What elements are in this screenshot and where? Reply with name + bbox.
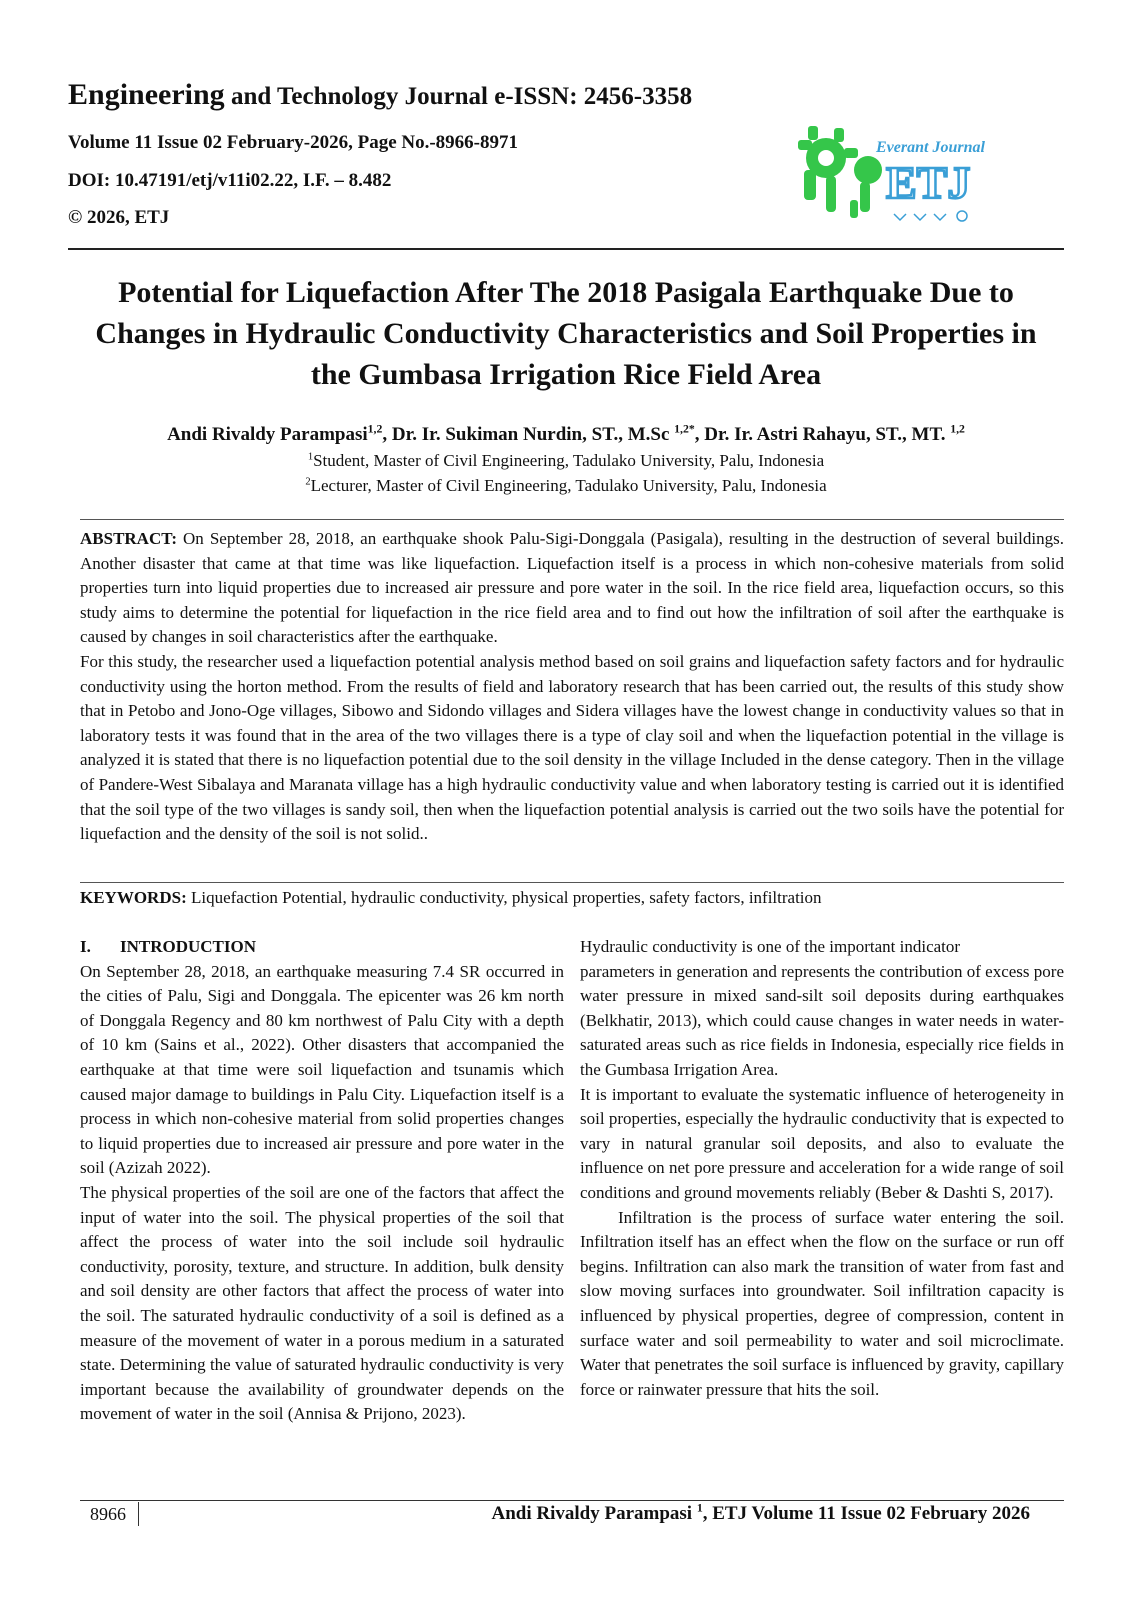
journal-name-rest: and Technology Journal e-ISSN: 2456-3358 (224, 83, 693, 110)
affiliation-text: Student, Master of Civil Engineering, Tadulako University, Palu, Indonesia (313, 451, 825, 470)
author-affil-sup: 1,2 (950, 422, 965, 436)
body-column-left (80, 935, 564, 1427)
body-paragraph: The physical properties of the soil are one of the factors that affect the input of water into the soil. The physical properties of the soil that affect the process of water into the soil include soil hydraulic conductivity, porosity, texture, and structure. In addition, bulk density and soil density are other factors that affect the process of water into the soil. The saturated hydraulic conductivity of a soil is defined as a measure of the movement of water in a porous medium in a saturated state. Determining the value of saturated hydraulic conductivity is very important because the availability of groundwater depends on the movement of water in the soil (Annisa & Prijono, 2023). (80, 1182, 564, 1424)
abstract-top-rule (80, 519, 1064, 520)
author-name: , Dr. Ir. Sukiman Nurdin, ST., M.Sc (382, 424, 675, 445)
author-list (68, 424, 1064, 446)
title-line: the Gumbasa Irrigation Rice Field Area (310, 358, 822, 391)
body-column-right (580, 935, 1064, 1402)
footer-author-sup: 1 (696, 1501, 703, 1515)
affiliation-2 (68, 476, 1064, 496)
affiliation-sup: 2 (305, 476, 311, 488)
journal-name (68, 78, 692, 112)
keywords-text: Liquefaction Potential, hydraulic conductivity, physical properties, safety factors, infiltration (186, 888, 822, 907)
copyright-line: © 2026, ETJ (68, 207, 170, 228)
abstract (80, 527, 1064, 847)
author-name: , Dr. Ir. Astri Rahayu, ST., MT. (694, 424, 951, 445)
abstract-label: ABSTRACT: (80, 529, 177, 548)
paper-title (68, 272, 1064, 395)
affiliation-text: Lecturer, Master of Civil Engineering, Tadulako University, Palu, Indonesia (310, 476, 827, 495)
section-number: I. (80, 937, 91, 956)
footer-rule (80, 1500, 1064, 1501)
keywords-label: KEYWORDS: (80, 888, 187, 907)
doi-line: DOI: 10.47191/etj/v11i02.22, I.F. – 8.482 (68, 170, 392, 191)
section-heading (80, 935, 564, 960)
affiliation-sup: 1 (307, 451, 314, 463)
author-name: Andi Rivaldy Parampasi (167, 424, 368, 445)
body-paragraph: On September 28, 2018, an earthquake measuring 7.4 SR occurred in the cities of Palu, Sigi and Donggala. The epicenter was 26 km north of Donggala Regency and 80 km northwest of Palu City with a depth of 10 km (Sains et al., 2022). Other disasters that accompanied the earthquake at that time were soil liquefaction and tsunamis which caused major damage to buildings in Palu City. Liquefaction itself is a process in which non-cohesive material from solid properties changes to liquid properties due to increased air pressure and pore water in the soil (Azizah 2022). (80, 961, 564, 1178)
author-affil-sup: 1,2* (674, 422, 695, 436)
body-paragraph: Infiltration is the process of surface water entering the soil. Infiltration itself has an effect when the flow on the surface or run off begins. Infiltration can also mark the transition of water from fast and slow moving surfaces into groundwater. Soil infiltration capacity is influenced by physical properties, degree of compression, content in surface water and soil permeability to water and soil microclimate. Water that penetrates the soil surface is influenced by gravity, capillary force or rainwater pressure that hits the soil. (580, 1207, 1064, 1399)
body-paragraph: parameters in generation and represents the contribution of excess pore water pressure in mixed sand-silt soil deposits during earthquakes (Belkhatir, 2013), which could cause changes in water needs in water-saturated areas such as rice fields in Indonesia, especially rice fields in the Gumbasa Irrigation Area. (580, 961, 1064, 1079)
journal-name-first-word: Engineering (68, 78, 225, 111)
header-divider (68, 248, 1064, 250)
abstract-paragraph (80, 527, 1064, 650)
abstract-paragraph: For this study, the researcher used a liquefaction potential analysis method based on soil grains and liquefaction safety factors and for hydraulic conductivity using the horton method. From the results of field and laboratory research that has been carried out, the results of this study show that in Petobo and Jono-Oge villages, Sibowo and Sidondo villages and Sidera villages have the lowest change in conductivity values so that in laboratory tests it was found that in the area of the two villages there is a type of clay soil and when the liquefaction potential in the village is analyzed it is stated that there is no liquefaction potential due to the soil density in the village Included in the dense category. Then in the village of Pandere-West Sibalaya and Maranata village has a high hydraulic conductivity value and when laboratory testing is carried out it is identified that the soil type of the two villages is sandy soil, then when the liquefaction potential analysis is carried out the two soils have the potential for liquefaction and the density of the soil is not solid.. (80, 651, 1064, 844)
logo-text-main: ETJ (886, 157, 971, 208)
footer-author: Andi Rivaldy Parampasi (491, 1503, 697, 1524)
etj-logo (790, 118, 1000, 228)
body-paragraph: Hydraulic conductivity is one of the important indicator (580, 937, 961, 956)
footer-separator (138, 1502, 139, 1526)
title-line: Potential for Liquefaction After The 2018 Pasigala Earthquake Due to (118, 276, 1014, 309)
keywords (80, 888, 1064, 908)
abstract-bottom-rule (80, 882, 1064, 883)
body-paragraph: It is important to evaluate the systematic influence of heterogeneity in soil properties, especially the hydraulic conductivity that is expected to vary in natural granular soil deposits, and also to evaluate the influence on net pore pressure and acceleration for a wide range of soil conditions and ground movements reliably (Beber & Dashti S, 2017). (580, 1084, 1064, 1202)
page-number: 8966 (90, 1504, 126, 1524)
logo-text-top: Everant Journal (876, 139, 985, 156)
title-line: Changes in Hydraulic Conductivity Characteristics and Soil Properties in (95, 317, 1037, 350)
abstract-text: On September 28, 2018, an earthquake shook Palu-Sigi-Donggala (Pasigala), resulting in the destruction of several buildings. Another disaster that came at that time was like liquefaction. Liquefaction itself is a process in which non-cohesive materials from solid properties turn into liquid properties due to increased air pressure and pore water in the soil. In the rice field area, liquefaction occurs, so this study aims to determine the potential for liquefaction in the rice field area and to find out how the infiltration of soil after the earthquake is caused by changes in soil characteristics after the earthquake. (80, 529, 1064, 647)
affiliation-1 (68, 451, 1064, 471)
section-title: INTRODUCTION (120, 937, 257, 956)
volume-line: Volume 11 Issue 02 February-2026, Page No.-8966-8971 (68, 132, 518, 153)
footer-citation (492, 1503, 1031, 1525)
footer-journal-ref: , ETJ Volume 11 Issue 02 February 2026 (702, 1503, 1030, 1524)
author-affil-sup: 1,2 (367, 422, 383, 436)
